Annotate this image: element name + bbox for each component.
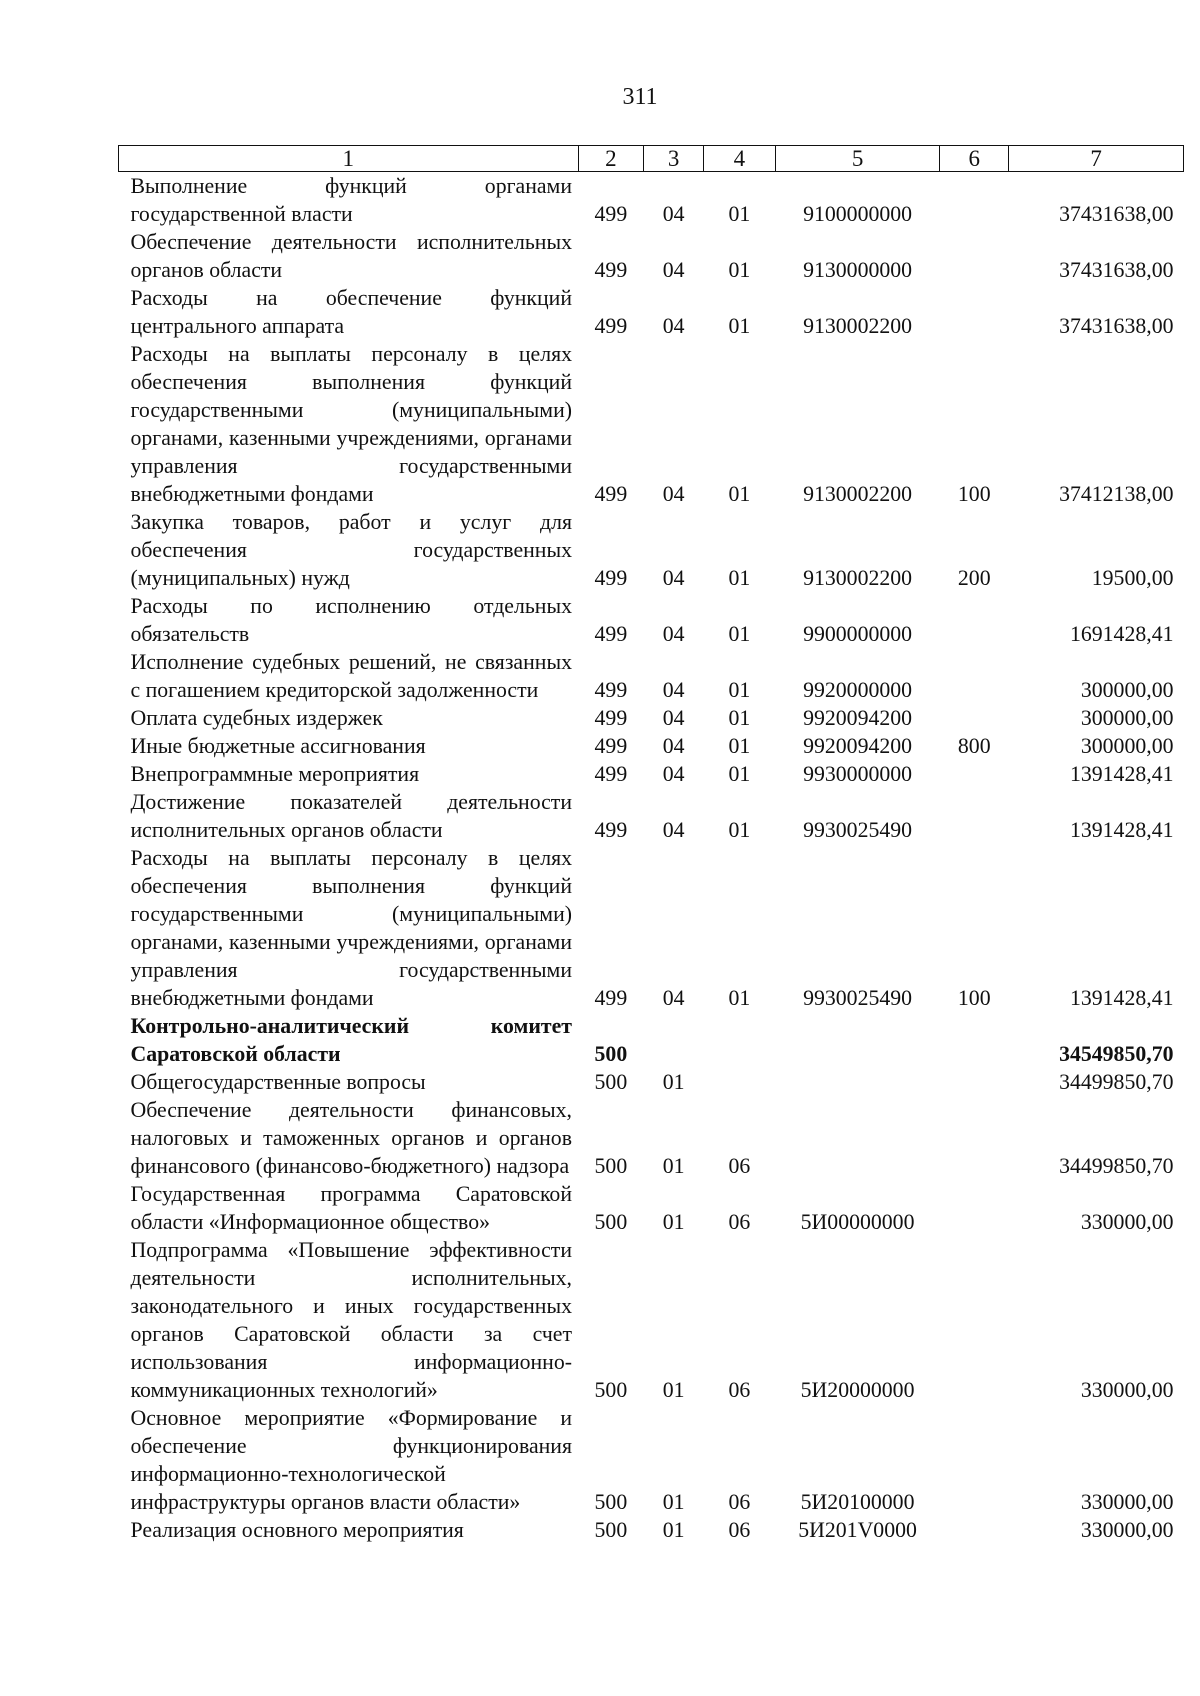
row-name-cell: Расходы по исполнению отдельных обязательств [130,594,572,646]
row-name-cell: Расходы на выплаты персоналу в целях обеспечения выполнения функций государственными (муниципальными) органами, казенными учреждениями, органами управления государственными внебюджетными фондами [130,342,572,506]
row-section-cell: 04 [662,734,685,758]
header-col-2: 2 [578,146,644,172]
row-name-cell: Контрольно-аналитический комитет Саратовской области [130,1014,572,1066]
row-expense-type-cell [940,228,1009,284]
table-header-row [119,146,1184,172]
row-amount-cell: 330000,00 [1080,1378,1174,1402]
row-section-cell: 04 [662,202,685,226]
row-section-cell: 01 [662,1154,685,1178]
row-expense-type-cell [940,1180,1009,1236]
row-name-cell: Расходы на обеспечение функций центрального аппарата [130,286,572,338]
table-row [119,340,1184,508]
row-section-cell: 04 [662,678,685,702]
row-department-code-cell: 499 [594,258,628,282]
table-row [119,1068,1184,1096]
row-subsection-cell: 01 [728,762,751,786]
row-section-cell: 04 [662,762,685,786]
table-row [119,844,1184,1012]
row-name-cell: Расходы на выплаты персоналу в целях обеспечения выполнения функций государственными (муниципальными) органами, казенными учреждениями, органами управления государственными внебюджетными фондами [130,846,572,1010]
row-amount-cell: 1391428,41 [1069,818,1174,842]
table-body [119,172,1184,1545]
header-col-4: 4 [703,146,775,172]
row-department-code-cell: 500 [594,1490,628,1514]
row-section-cell: 04 [662,482,685,506]
row-target-article-cell: 5И00000000 [800,1210,915,1234]
row-department-code-cell: 499 [594,734,628,758]
row-subsection-cell [703,1012,775,1068]
row-subsection-cell: 06 [728,1378,751,1402]
row-department-code-cell: 500 [594,1378,628,1402]
row-target-article-cell [775,1096,939,1180]
row-amount-cell: 1391428,41 [1069,986,1174,1010]
row-subsection-cell: 01 [728,258,751,282]
table-row [119,1516,1184,1544]
table-row [119,1236,1184,1404]
row-name-cell: Внепрограммные мероприятия [130,762,420,786]
row-department-code-cell: 499 [594,706,628,730]
row-section-cell: 01 [662,1518,685,1542]
table-row [119,592,1184,648]
row-amount-cell: 37412138,00 [1059,482,1174,506]
row-section-cell: 04 [662,314,685,338]
row-section-cell: 01 [662,1210,685,1234]
row-name-cell: Общегосударственные вопросы [130,1070,426,1094]
row-name-cell: Достижение показателей деятельности исполнительных органов области [130,790,572,842]
row-target-article-cell: 9930000000 [803,762,913,786]
row-section-cell: 04 [662,818,685,842]
row-target-article-cell: 9920094200 [803,734,913,758]
header-col-7: 7 [1009,146,1184,172]
row-target-article-cell: 9100000000 [803,202,913,226]
row-department-code-cell: 499 [594,986,628,1010]
budget-table [118,145,1184,1544]
row-section-cell [644,1012,704,1068]
row-target-article-cell: 9130002200 [803,482,913,506]
row-department-code-cell: 500 [594,1042,628,1066]
row-name-cell: Иные бюджетные ассигнования [130,734,426,758]
row-expense-type-cell: 800 [957,734,991,758]
row-department-code-cell: 500 [594,1154,628,1178]
table-row [119,1180,1184,1236]
row-target-article-cell: 9920000000 [803,678,913,702]
row-department-code-cell: 500 [594,1070,628,1094]
row-section-cell: 04 [662,622,685,646]
row-name-cell: Государственная программа Саратовской области «Информационное общество» [130,1182,572,1234]
row-expense-type-cell [940,284,1009,340]
row-subsection-cell: 06 [728,1210,751,1234]
row-subsection-cell: 06 [728,1490,751,1514]
row-target-article-cell: 9920094200 [803,706,913,730]
header-col-6: 6 [940,146,1009,172]
row-name-cell: Исполнение судебных решений, не связанных с погашением кредиторской задолженности [130,650,572,702]
table-row [119,732,1184,760]
row-subsection-cell: 01 [728,734,751,758]
header-col-1: 1 [119,146,579,172]
row-expense-type-cell [940,788,1009,844]
row-target-article-cell: 9930025490 [803,986,913,1010]
row-expense-type-cell: 100 [957,986,991,1010]
row-section-cell: 01 [662,1378,685,1402]
page-number: 311 [622,84,658,110]
row-subsection-cell: 01 [728,202,751,226]
row-amount-cell: 34499850,70 [1059,1154,1174,1178]
row-target-article-cell: 9900000000 [803,622,913,646]
table-row [119,1096,1184,1180]
row-target-article-cell: 5И201V0000 [798,1518,917,1542]
row-section-cell: 04 [662,706,685,730]
row-amount-cell: 300000,00 [1080,734,1174,758]
row-target-article-cell: 9130002200 [803,314,913,338]
row-amount-cell: 330000,00 [1080,1490,1174,1514]
row-department-code-cell: 499 [594,622,628,646]
row-amount-cell: 300000,00 [1080,678,1174,702]
row-expense-type-cell [940,1012,1009,1068]
row-expense-type-cell [940,1068,1009,1096]
row-subsection-cell: 01 [728,678,751,702]
row-amount-cell: 300000,00 [1080,706,1174,730]
row-department-code-cell: 499 [594,762,628,786]
row-amount-cell: 1391428,41 [1069,762,1174,786]
row-target-article-cell [775,1012,939,1068]
row-subsection-cell: 01 [728,818,751,842]
table-row [119,760,1184,788]
row-section-cell: 01 [662,1490,685,1514]
table-row [119,172,1184,229]
row-expense-type-cell [940,1516,1009,1544]
row-expense-type-cell [940,172,1009,229]
row-section-cell: 04 [662,258,685,282]
budget-table-container [118,145,1184,1544]
row-subsection-cell: 01 [728,482,751,506]
table-row [119,508,1184,592]
header-col-5: 5 [775,146,939,172]
row-department-code-cell: 500 [594,1210,628,1234]
header-col-3: 3 [644,146,704,172]
row-expense-type-cell [940,1236,1009,1404]
row-subsection-cell: 01 [728,622,751,646]
row-name-cell: Подпрограмма «Повышение эффективности деятельности исполнительных, законодательного и иных государственных органов Саратовской области за счет использования информационно-коммуникационных технологий» [130,1238,572,1402]
row-expense-type-cell: 200 [957,566,991,590]
row-department-code-cell: 499 [594,202,628,226]
row-department-code-cell: 499 [594,566,628,590]
row-amount-cell: 37431638,00 [1059,202,1174,226]
row-department-code-cell: 500 [594,1518,628,1542]
row-amount-cell: 330000,00 [1080,1210,1174,1234]
row-expense-type-cell [940,592,1009,648]
row-target-article-cell: 9130000000 [803,258,913,282]
row-expense-type-cell [940,1404,1009,1516]
row-target-article-cell: 5И20000000 [800,1378,915,1402]
table-row [119,704,1184,732]
row-section-cell: 04 [662,986,685,1010]
row-expense-type-cell [940,704,1009,732]
row-target-article-cell: 9130002200 [803,566,913,590]
row-expense-type-cell: 100 [957,482,991,506]
row-name-cell: Реализация основного мероприятия [130,1518,464,1542]
row-department-code-cell: 499 [594,314,628,338]
row-amount-cell: 37431638,00 [1059,258,1174,282]
row-department-code-cell: 499 [594,482,628,506]
row-section-cell: 04 [662,566,685,590]
row-department-code-cell: 499 [594,678,628,702]
row-amount-cell: 34549850,70 [1059,1042,1174,1066]
row-amount-cell: 330000,00 [1080,1518,1174,1542]
row-amount-cell: 34499850,70 [1059,1070,1174,1094]
table-row [119,228,1184,284]
row-subsection-cell [703,1068,775,1096]
row-expense-type-cell [940,1096,1009,1180]
row-target-article-cell: 5И20100000 [800,1490,915,1514]
row-name-cell: Основное мероприятие «Формирование и обеспечение функционирования информационно-технологической инфраструктуры органов власти области» [130,1406,572,1514]
table-row [119,284,1184,340]
table-row [119,1404,1184,1516]
row-department-code-cell: 499 [594,818,628,842]
row-subsection-cell: 06 [728,1154,751,1178]
row-expense-type-cell [940,760,1009,788]
row-name-cell: Обеспечение деятельности финансовых, налоговых и таможенных органов и органов финансового (финансово-бюджетного) надзора [130,1098,572,1178]
row-expense-type-cell [940,648,1009,704]
row-target-article-cell [775,1068,939,1096]
row-name-cell: Закупка товаров, работ и услуг для обеспечения государственных (муниципальных) нужд [130,510,572,590]
table-row [119,788,1184,844]
table-row [119,648,1184,704]
row-subsection-cell: 01 [728,314,751,338]
row-amount-cell: 1691428,41 [1069,622,1174,646]
row-name-cell: Оплата судебных издержек [130,706,383,730]
row-amount-cell: 37431638,00 [1059,314,1174,338]
row-subsection-cell: 01 [728,706,751,730]
row-target-article-cell: 9930025490 [803,818,913,842]
row-section-cell: 01 [662,1070,685,1094]
table-row [119,1012,1184,1068]
row-name-cell: Обеспечение деятельности исполнительных органов области [130,230,572,282]
row-subsection-cell: 01 [728,986,751,1010]
row-subsection-cell: 01 [728,566,751,590]
row-subsection-cell: 06 [728,1518,751,1542]
row-amount-cell: 19500,00 [1091,566,1174,590]
row-name-cell: Выполнение функций органами государственной власти [130,174,572,226]
